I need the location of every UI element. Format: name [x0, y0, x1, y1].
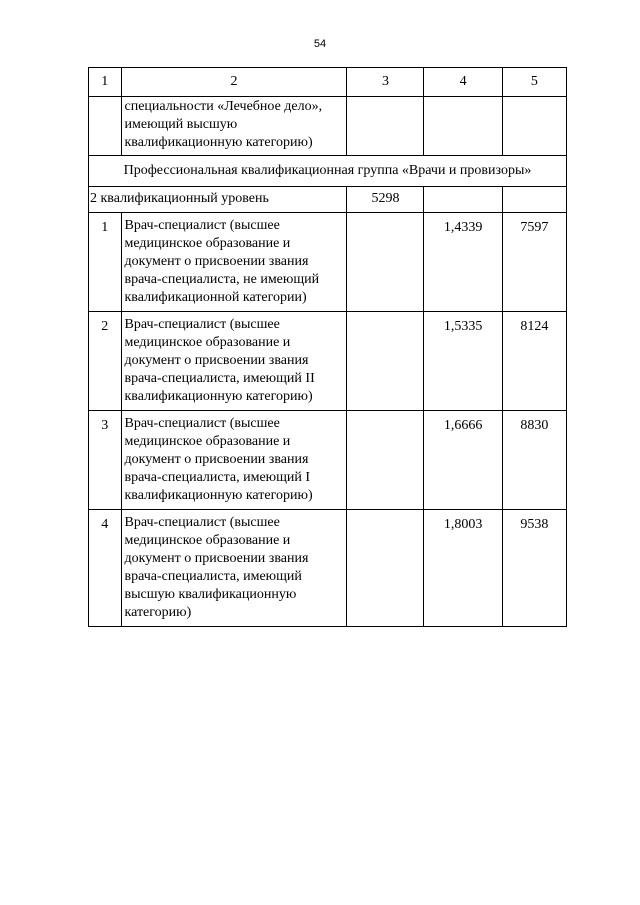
row-description: Врач-специалист (высшее медицинское образование и документ о присвоении звания врача-специалиста, имеющий I квалификационную категорию) [121, 411, 347, 510]
row-col-3 [347, 510, 424, 627]
row-coefficient: 1,6666 [424, 411, 502, 510]
header-col-4: 4 [424, 68, 502, 97]
continuation-col-4 [424, 97, 502, 156]
header-col-3: 3 [347, 68, 424, 97]
page-number: 54 [313, 38, 327, 50]
level-label: 2 квалификационный уровень [89, 187, 347, 213]
row-amount: 8124 [502, 312, 566, 411]
group-title: Профессиональная квалификационная группа «Врачи и провизоры» [89, 156, 567, 187]
continuation-row [89, 97, 567, 156]
group-row [89, 156, 567, 187]
level-salary: 5298 [347, 187, 424, 213]
header-col-1: 1 [89, 68, 122, 97]
row-col-3 [347, 312, 424, 411]
header-col-2: 2 [121, 68, 347, 97]
row-amount: 9538 [502, 510, 566, 627]
table-row [89, 411, 567, 510]
continuation-text: специальности «Лечебное дело», имеющий высшую квалификационную категорию) [121, 97, 347, 156]
row-amount: 7597 [502, 213, 566, 312]
row-col-3 [347, 213, 424, 312]
header-col-5: 5 [502, 68, 566, 97]
continuation-col-5 [502, 97, 566, 156]
row-coefficient: 1,4339 [424, 213, 502, 312]
continuation-num-cell [89, 97, 122, 156]
row-coefficient: 1,5335 [424, 312, 502, 411]
salary-table [88, 67, 567, 627]
level-col-5 [502, 187, 566, 213]
level-col-4 [424, 187, 502, 213]
row-number: 2 [89, 312, 122, 411]
row-description: Врач-специалист (высшее медицинское образование и документ о присвоении звания врача-специалиста, имеющий II квалификационную категорию) [121, 312, 347, 411]
row-description: Врач-специалист (высшее медицинское образование и документ о присвоении звания врача-специалиста, имеющий высшую квалификационную категорию) [121, 510, 347, 627]
table-row [89, 312, 567, 411]
continuation-col-3 [347, 97, 424, 156]
table-row [89, 510, 567, 627]
table-header-row [89, 68, 567, 97]
row-amount: 8830 [502, 411, 566, 510]
row-description: Врач-специалист (высшее медицинское образование и документ о присвоении звания врача-специалиста, не имеющий квалификационной категории) [121, 213, 347, 312]
row-number: 4 [89, 510, 122, 627]
level-row [89, 187, 567, 213]
table-row [89, 213, 567, 312]
row-col-3 [347, 411, 424, 510]
row-number: 1 [89, 213, 122, 312]
row-coefficient: 1,8003 [424, 510, 502, 627]
row-number: 3 [89, 411, 122, 510]
